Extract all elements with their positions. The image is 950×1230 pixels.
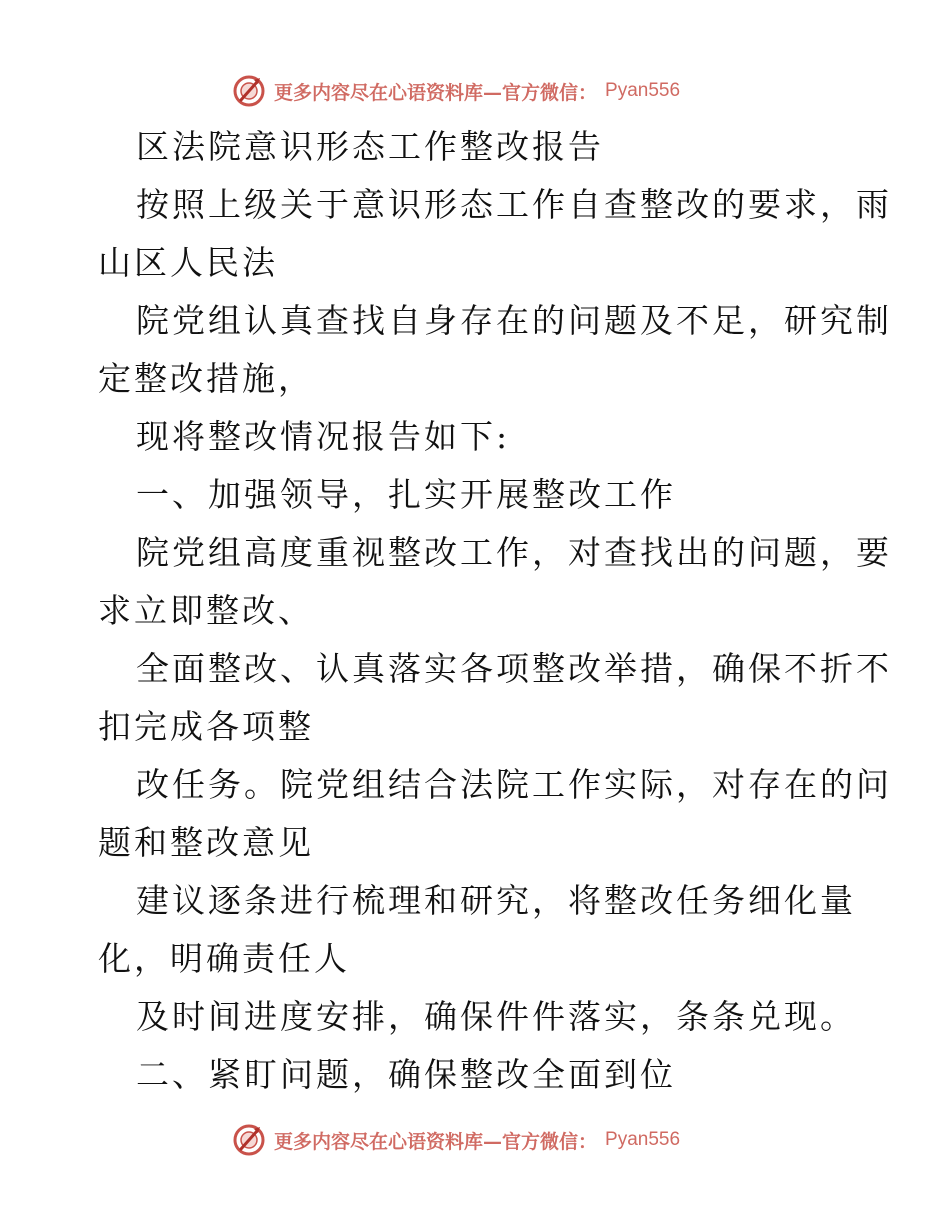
document-title: 区法院意识形态工作整改报告 [136, 127, 604, 166]
paragraph-line: 建议逐条进行梳理和研究，将整改任务细化量 [136, 881, 856, 920]
watermark-contact: Pyan556 [605, 1129, 681, 1150]
paragraph-line: 改任务。院党组结合法院工作实际，对存在的问 [136, 765, 892, 804]
paragraph-line: 按照上级关于意识形态工作自查整改的要求，雨 [136, 185, 892, 224]
watermark-contact: Pyan556 [605, 80, 681, 101]
brand-logo-icon [232, 74, 266, 108]
paragraph-line: 扣完成各项整 [98, 707, 314, 746]
section-heading: 二、紧盯问题，确保整改全面到位 [136, 1055, 676, 1094]
watermark-text: 更多内容尽在心语资料库—官方微信： [274, 81, 598, 104]
paragraph-line: 院党组认真查找自身存在的问题及不足，研究制 [136, 301, 892, 340]
paragraph-line: 化，明确责任人 [98, 939, 350, 978]
brand-logo-icon [232, 1123, 266, 1157]
footer-watermark [232, 1122, 712, 1158]
paragraph-line: 及时间进度安排，确保件件落实，条条兑现。 [136, 997, 856, 1036]
paragraph-line: 院党组高度重视整改工作，对查找出的问题，要 [136, 533, 892, 572]
paragraph-line: 山区人民法 [98, 243, 278, 282]
section-heading: 一、加强领导，扎实开展整改工作 [136, 475, 676, 514]
paragraph-line: 定整改措施， [98, 359, 314, 398]
document-body [98, 118, 892, 1104]
paragraph-line: 现将整改情况报告如下: [136, 417, 511, 456]
paragraph-line: 求立即整改、 [98, 591, 314, 630]
paragraph-line: 题和整改意见 [98, 823, 314, 862]
watermark-text: 更多内容尽在心语资料库—官方微信： [274, 1130, 598, 1153]
paragraph-line: 全面整改、认真落实各项整改举措，确保不折不 [136, 649, 892, 688]
header-watermark [232, 73, 712, 109]
